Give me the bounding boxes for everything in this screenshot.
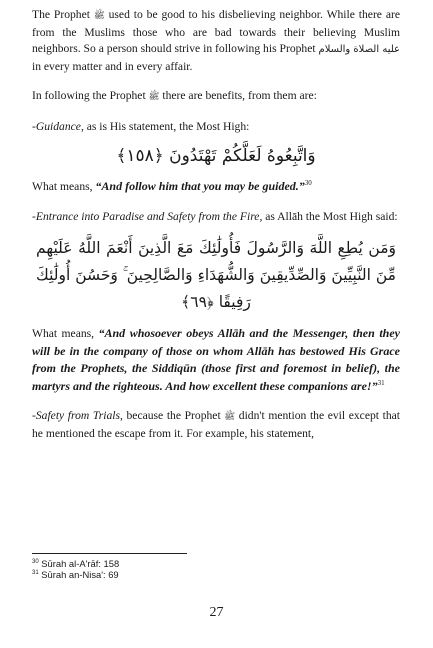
paragraph-paradise-meaning: What means, “And whosoever obeys Allāh and the Messenger, then they will be in the company of those on whom Allāh has bestowed His Grace from the Prophets, the Siddiqūn (those first and foremost in belief), the martyrs and the righteous. And how excellent these companions are!”$^{31}$ — [32, 326, 401, 393]
paradise-label: -Entrance into Paradise and Safety from the Fire — [32, 209, 260, 223]
paragraph-guidance-meaning: What means, “And follow him that you may be guided.”$^{30}$ — [32, 179, 312, 193]
footnote-30: $^{30}$ Sūrah al-A'rāf: 158 — [32, 558, 120, 569]
trials-label: -Safety from Trials — [32, 409, 120, 422]
paragraph-benefits: In following the Prophet ﷺ there are benefits, from them are: — [32, 89, 317, 102]
paragraph-paradise: -Entrance into Paradise and Safety from the Fire, as Allāh the Most High said: — [32, 209, 398, 223]
salla-symbol: ﷺ — [148, 92, 160, 102]
quran-verse-obedience: وَمَن يُطِعِ اللَّهَ وَالرَّسُولَ فَأُولَٰئِكَ مَعَ الَّذِينَ أَنْعَمَ اللَّهُ عَلَيْهِم مِّنَ النَّبِيِّينَ وَالصِّدِّيقِينَ وَالشُّهَدَاءِ وَالصَّالِحِينَ ۚ وَحَسُنَ أُولَٰئِكَ رَفِيقًا ﴿٦٩﴾ — [36, 239, 396, 311]
footnote-ref-31[interactable]: 31 — [377, 378, 385, 387]
quran-verse-guidance: وَاتَّبِعُوهُ لَعَلَّكُمْ تَهْتَدُونَ ﴿١٥٨﴾ — [116, 146, 316, 166]
paragraph-guidance: -Guidance, as is His statement, the Most High: — [32, 119, 250, 133]
footnote-divider — [32, 553, 187, 554]
paragraph-neighbor: The Prophet ﷺ used to be good to his disbelieving neighbor. While there are from the Muslims those who are bad towards their believing Muslim neighbors. So a person should strive in following his Prophet عليه الصلاة والسلام in every matter and in every affair. — [32, 8, 400, 73]
arabic-inline-salutation: عليه الصلاة والسلام — [318, 44, 400, 55]
page-number: 27 — [209, 605, 224, 620]
paragraph-trials: -Safety from Trials, because the Prophet ﷺ didn't mention the evil except that he mentioned the escape from it. For example, his statement, — [32, 409, 401, 440]
footnote-ref-30[interactable]: 30 — [304, 179, 312, 188]
guidance-label: -Guidance — [32, 119, 81, 133]
obedience-translation: “And whosoever obeys Allāh and the Messenger, then they will be in the company of those on whom Allāh has bestowed His Grace from the Prophets, the Siddiqūn (those first and foremost in belief), the martyrs and the righteous. And how excellent these companions are!” — [32, 326, 401, 393]
salla-symbol: ﷺ — [93, 11, 105, 21]
footnote-31: $^{31}$ Sūrah an-Nisa': 69 — [32, 569, 119, 580]
salla-symbol: ﷺ — [224, 412, 236, 422]
guidance-translation: “And follow him that you may be guided.” — [95, 179, 305, 193]
